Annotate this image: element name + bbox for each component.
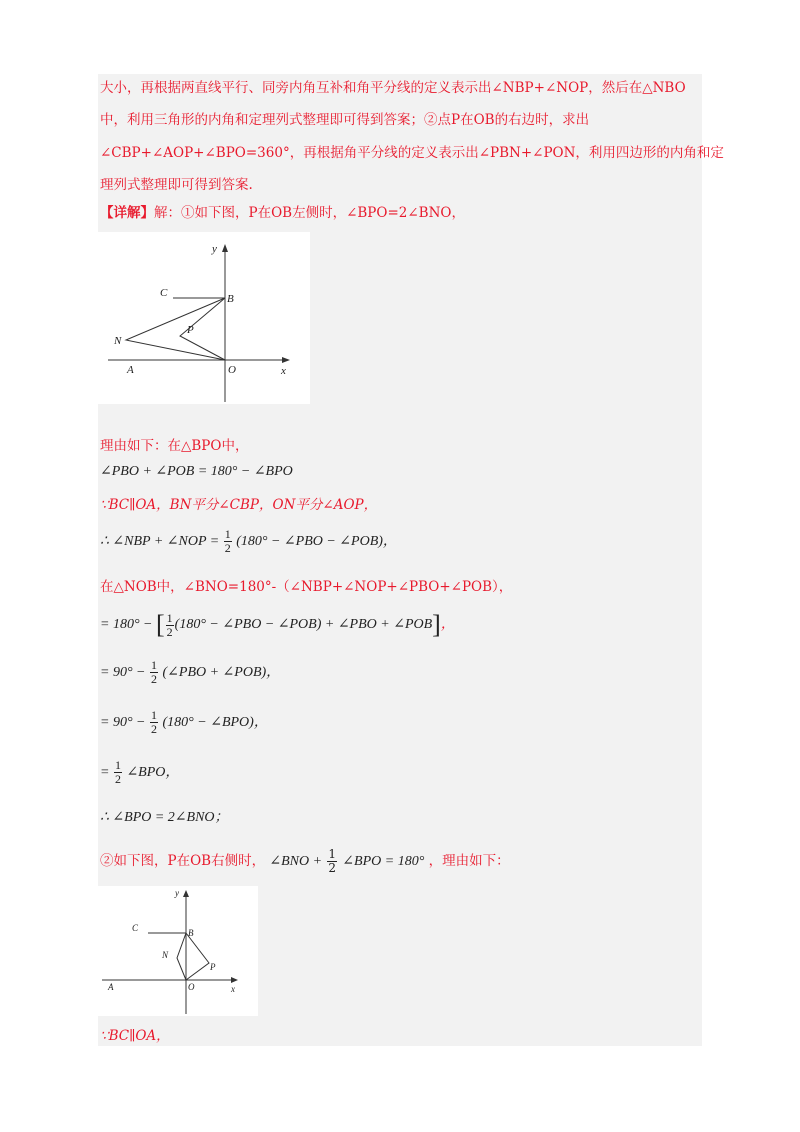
eq3-prefix: = 180° − [100, 617, 153, 633]
fig2-lines-bpo [186, 933, 209, 980]
eq2-prefix: ∴ ∠NBP + ∠NOP = [100, 534, 220, 549]
eq5-num: 1 [151, 708, 157, 723]
eq2-suffix: (180° − ∠PBO − ∠POB)， [236, 534, 397, 549]
fig1-label-y: y [212, 243, 217, 255]
fig2-lines-bno [177, 933, 186, 980]
fig1-label-c: C [160, 287, 168, 299]
part2-suffix: ，理由如下： [428, 853, 510, 869]
eq3-right-bracket: ] [432, 610, 441, 639]
eq3-suffix: ， [440, 617, 455, 633]
fig1-lines-bno [126, 298, 225, 360]
eq5-den: 2 [151, 722, 157, 737]
fig2-label-o: O [188, 982, 195, 992]
eq4-fraction [150, 659, 158, 686]
fig1-label-x: x [281, 365, 286, 377]
part2-eq-b: ∠BPO = 180° [342, 854, 425, 869]
figure-2 [98, 886, 258, 1016]
eq6-fraction [114, 759, 122, 786]
analysis-line-3: ∠CBP+∠AOP+∠BPO=360°，再根据角平分线的定义表示出∠PBN+∠PON，利用四边形的内角和定 [100, 145, 724, 161]
proof1-reason: 理由如下：在△BPO中， [100, 438, 249, 454]
eq6-den: 2 [114, 772, 121, 787]
detail-text: 解：①如下图，P在OB左侧时，∠BPO=2∠BNO， [154, 205, 465, 221]
fig2-label-y: y [175, 888, 179, 898]
part2-num: 1 [328, 847, 336, 861]
fig1-y-arrow [222, 244, 228, 252]
proof1-eq3 [100, 608, 455, 642]
proof1-conclusion: ∴ ∠BPO = 2∠BNO； [100, 810, 229, 825]
analysis-line-2: 中，利用三角形的内角和定理列式整理即可得到答案；②点P在OB的右边时，求出 [100, 112, 590, 128]
fig2-label-n: N [162, 950, 169, 960]
last-line: ∵BC∥OA， [100, 1028, 170, 1044]
fig1-label-a: A [127, 364, 134, 376]
proof1-eq6 [100, 758, 179, 788]
eq3-den: 2 [166, 624, 173, 639]
eq3-fraction [166, 612, 174, 639]
detail-tag: 【详解】 [100, 205, 154, 221]
fig2-label-b: B [188, 928, 194, 938]
fig1-x-arrow [282, 357, 290, 363]
figure-1-svg [98, 232, 310, 404]
analysis-line-1: 大小，再根据两直线平行、同旁内角互补和角平分线的定义表示出∠NBP+∠NOP，然后在△NBO [100, 80, 686, 96]
fig1-label-n: N [114, 335, 122, 347]
proof1-eq4 [100, 658, 280, 688]
fig1-label-b: B [227, 293, 234, 305]
proof1-given: ∵BC∥OA，BN平分∠CBP，ON平分∠AOP， [100, 497, 378, 513]
eq2-den: 2 [224, 541, 231, 556]
eq5-fraction [150, 709, 158, 736]
fig2-label-a: A [108, 982, 114, 992]
eq5-suffix: (180° − ∠BPO)， [162, 715, 268, 730]
part2-den: 2 [328, 861, 336, 875]
fig2-label-x: x [231, 984, 235, 994]
eq4-den: 2 [151, 672, 157, 687]
eq6-num: 1 [114, 758, 121, 773]
figure-2-svg [98, 886, 258, 1016]
eq3-left-bracket: [ [156, 610, 165, 639]
proof1-eq5 [100, 708, 268, 738]
proof1-eq2 [100, 527, 397, 557]
fig1-label-o: O [228, 364, 236, 376]
analysis-line-4: 理列式整理即可得到答案. [100, 177, 253, 193]
part2-prefix: ②如下图，P在OB右侧时， [100, 853, 266, 869]
eq3-num: 1 [166, 610, 173, 625]
proof1-triangle: 在△NOB中，∠BNO=180°-（∠NBP+∠NOP+∠PBO+∠POB）， [100, 579, 513, 595]
fig1-label-p: P [187, 324, 194, 336]
fig2-y-arrow [183, 890, 189, 897]
part2-fraction [327, 848, 337, 875]
eq4-prefix: = 90° − [100, 665, 146, 680]
eq6-suffix: ∠BPO， [126, 765, 180, 780]
eq4-suffix: (∠PBO + ∠POB)， [162, 665, 281, 680]
eq5-prefix: = 90° − [100, 715, 146, 730]
part2-eq-a: ∠BNO + [269, 854, 323, 869]
fig2-label-p: P [210, 962, 216, 972]
part2-line [100, 846, 510, 877]
eq2-num: 1 [224, 527, 231, 542]
figure-1 [98, 232, 310, 404]
fig2-label-c: C [132, 923, 139, 933]
eq3-mid: (180° − ∠PBO − ∠POB) + ∠PBO + ∠POB [174, 617, 433, 633]
eq4-num: 1 [151, 658, 157, 673]
proof1-eq1: ∠PBO + ∠POB = 180° − ∠BPO [100, 464, 293, 479]
eq2-fraction [224, 528, 232, 555]
fig2-x-arrow [231, 977, 238, 983]
detail-line [100, 203, 465, 223]
eq6-prefix: = [100, 765, 110, 780]
